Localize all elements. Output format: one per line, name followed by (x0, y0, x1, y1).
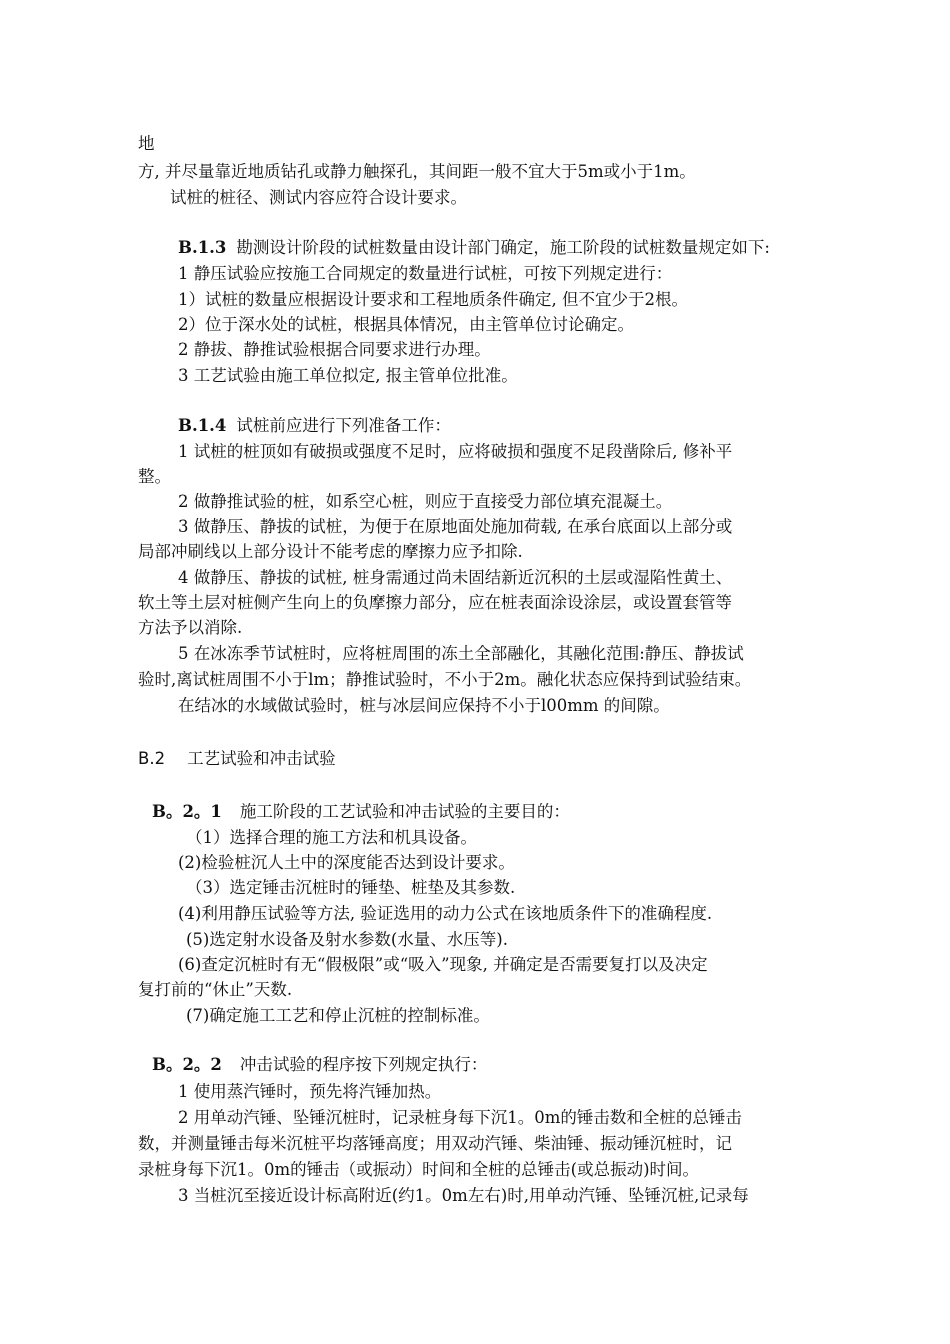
text-line: 地 (138, 134, 155, 153)
clause-number: B。2。2 (152, 1055, 222, 1074)
clause-number: B。2。1 (152, 802, 222, 821)
text-line: 1 使用蒸汽锤时，预先将汽锤加热。 (178, 1082, 442, 1101)
text-line: 试桩的桩径、测试内容应符合设计要求。 (170, 188, 467, 207)
section-number: B.2 (138, 749, 166, 768)
section-heading (138, 747, 838, 771)
text-line: 数，并测量锤击每米沉桩平均落锤高度；用双动汽锤、柴油锤、振动锤沉桩时，记 (138, 1134, 732, 1153)
clause-b13 (178, 236, 878, 260)
text-line: 1）试桩的数量应根据设计要求和工程地质条件确定, 但不宜少于2根。 (178, 290, 688, 309)
clause-b21 (152, 800, 852, 824)
text-line: 局部冲刷线以上部分设计不能考虑的摩擦力应予扣除. (138, 542, 523, 561)
clause-b22 (152, 1053, 852, 1077)
text-line: （3）选定锤击沉桩时的锤垫、桩垫及其参数. (186, 878, 516, 897)
text-line: 验时,离试桩周围不小于lm；静推试验时，不小于2m。融化状态应保持到试验结束。 (138, 670, 752, 689)
section-title: 工艺试验和冲击试验 (187, 749, 336, 768)
text-line: (2)检验桩沉人土中的深度能否达到设计要求。 (178, 853, 515, 872)
text-line: 2 用单动汽锤、坠锤沉桩时，记录桩身每下沉1。0m的锤击数和全桩的总锤击 (178, 1108, 742, 1127)
text-line: 软土等土层对桩侧产生向上的负摩擦力部分，应在桩表面涂设涂层，或设置套管等 (138, 593, 732, 612)
text-line: 2 做静推试验的桩，如系空心桩，则应于直接受力部位填充混凝土。 (178, 492, 673, 511)
text-line: 3 当桩沉至接近设计标高附近(约1。0m左右)时,用单动汽锤、坠锤沉桩,记录每 (178, 1186, 749, 1205)
text-line: 2）位于深水处的试桩，根据具体情况，由主管单位讨论确定。 (178, 315, 634, 334)
text-line: 整。 (138, 467, 171, 486)
text-line: 方, 并尽量靠近地质钻孔或静力触探孔，其间距一般不宜大于5m或小于1m。 (138, 162, 696, 181)
text-line: 3 做静压、静拔的试桩，为便于在原地面处施加荷载, 在承台底面以上部分或 (178, 517, 733, 536)
clause-b14 (178, 414, 878, 438)
text-line: 复打前的“休止”天数. (138, 980, 293, 999)
text-line: 2 静拔、静推试验根据合同要求进行办理。 (178, 340, 491, 359)
text-line: (6)查定沉桩时有无“假极限”或“吸入”现象, 并确定是否需要复打以及决定 (178, 955, 708, 974)
text-line: (7)确定施工工艺和停止沉桩的控制标准。 (186, 1006, 490, 1025)
text-line: (5)选定射水设备及射水参数(水量、水压等). (186, 930, 508, 949)
text-line: 方法予以消除. (138, 618, 243, 637)
clause-text: 勘测设计阶段的试桩数量由设计部门确定，施工阶段的试桩数量规定如下: (236, 238, 770, 257)
text-line: 3 工艺试验由施工单位拟定, 报主管单位批准。 (178, 366, 518, 385)
clause-text: 冲击试验的程序按下列规定执行： (239, 1055, 488, 1074)
text-line: 录桩身每下沉1。0m的锤击（或振动）时间和全桩的总锤击(或总振动)时间。 (138, 1160, 700, 1179)
clause-number: B.1.3 (178, 238, 227, 257)
clause-text: 试桩前应进行下列准备工作： (236, 416, 451, 435)
clause-text: 施工阶段的工艺试验和冲击试验的主要目的： (239, 802, 570, 821)
text-line: （1）选择合理的施工方法和机具设备。 (186, 828, 477, 847)
text-line: 5 在冰冻季节试桩时，应将桩周围的冻土全部融化，其融化范围:静压、静拔试 (178, 644, 744, 663)
text-line: 1 试桩的桩顶如有破损或强度不足时，应将破损和强度不足段凿除后, 修补平 (178, 442, 733, 461)
text-line: 4 做静压、静拔的试桩, 桩身需通过尚未固结新近沉积的土层或湿陷性黄土、 (178, 568, 733, 587)
text-line: 1 静压试验应按施工合同规定的数量进行试桩，可按下列规定进行： (178, 264, 673, 283)
text-line: (4)利用静压试验等方法, 验证选用的动力公式在该地质条件下的准确程度. (178, 904, 713, 923)
clause-number: B.1.4 (178, 416, 227, 435)
text-line: 在结冰的水域做试验时，桩与冰层间应保持不小于l00mm 的间隙。 (178, 696, 670, 715)
